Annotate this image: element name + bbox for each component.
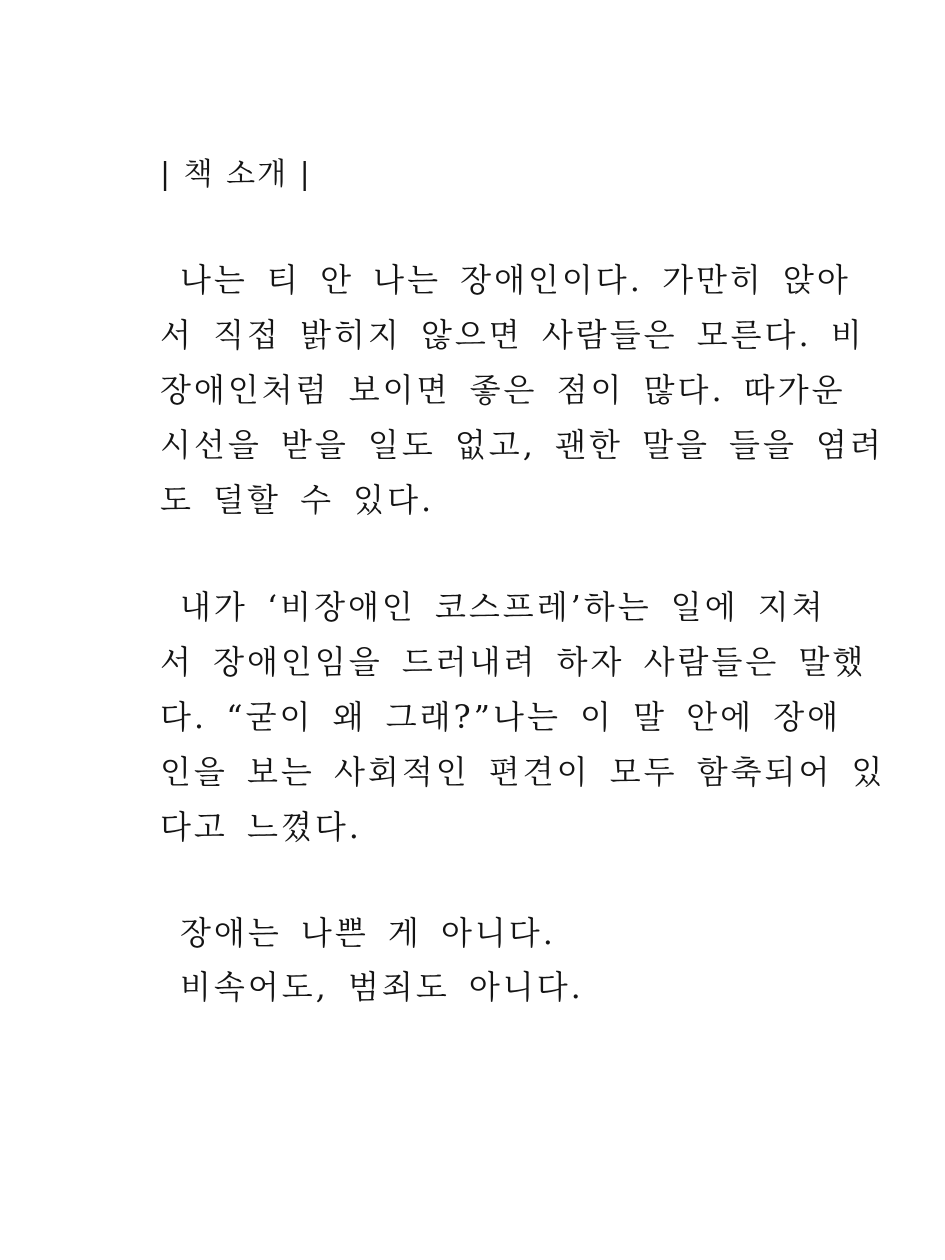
text-line: 서 장애인임을 드러내려 하자 사람들은 말했 — [160, 643, 867, 681]
text-line: 비속어도, 범죄도 아니다. — [180, 968, 584, 1006]
text-line: 도 덜할 수 있다. — [160, 481, 435, 519]
text-line: 장애는 나쁜 게 아니다. — [180, 914, 556, 952]
text-line: 다고 느꼈다. — [160, 808, 362, 846]
text-line: 나는 티 안 나는 장애인이다. 가만히 앉아 — [180, 261, 851, 299]
text-line: 다. “굳이 왜 그래?”나는 이 말 안에 장애 — [160, 698, 842, 736]
text-line: 시선을 받을 일도 없고, 괜한 말을 들을 염려 — [160, 426, 884, 464]
text-line: 장애인처럼 보이면 좋은 점이 많다. 따가운 — [160, 371, 846, 409]
section-heading: | 책 소개 | — [160, 157, 312, 192]
text-line: 서 직접 밝히지 않으면 사람들은 모른다. 비 — [160, 316, 865, 354]
text-line: 인을 보는 사회적인 편견이 모두 함축되어 있 — [160, 753, 886, 791]
text-line: 내가 ‘비장애인 코스프레’하는 일에 지쳐 — [180, 588, 826, 626]
